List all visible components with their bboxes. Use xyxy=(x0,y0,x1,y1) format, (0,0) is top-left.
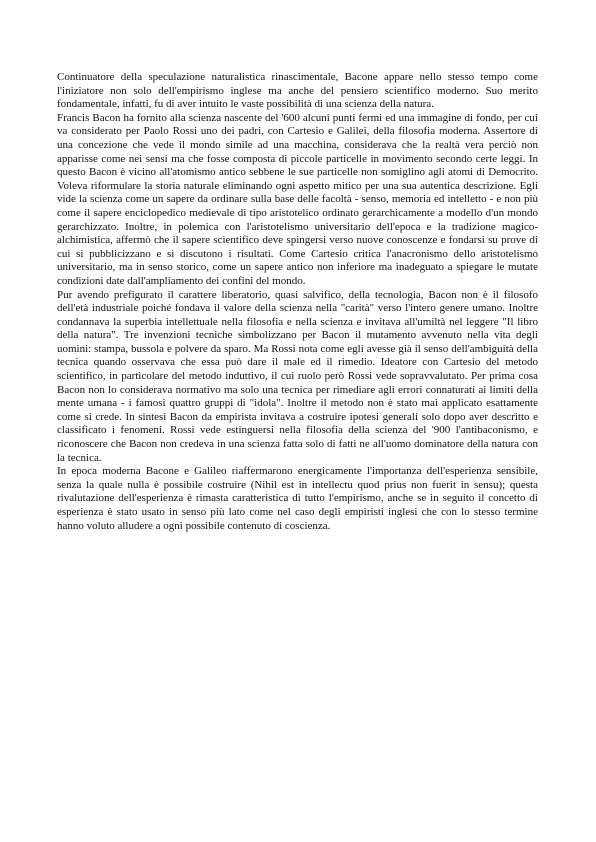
paragraph-experience: In epoca moderna Bacone e Galileo riaffermarono energicamente l'importanza dell'esperienza sensibile, senza la quale nulla è possibile costruire (Nihil est in intellectu quod prius non fuerit in sensu); questa rivalutazione dell'esperienza è rimasta caratteristica di tutto l'empirismo, anche se in seguito il concetto di esperienza è stato usato in senso più lato come nel caso degli empiristi inglesi che con lo stesso termine hanno voluto alludere a ogni possibile contenuto di coscienza. xyxy=(57,465,538,532)
paragraph-intro: Continuatore della speculazione naturalistica rinascimentale, Bacone appare nello stesso tempo come l'iniziatore non solo dell'empirismo inglese ma anche del pensiero scientifico moderno. Suo merito fondamentale, infatti, fu di aver intuito le vaste possibilità di una scienza della natura. xyxy=(57,71,538,111)
paragraph-technology-method: Pur avendo prefigurato il carattere liberatorio, quasi salvifico, della tecnologia, Bacon non è il filosofo dell'età industriale poiché fondava il valore della scienza nella "carità" verso l'intero genere umano. Inoltre condannava la superbia intellettuale nella filosofia e nella scienza e invitava all'umiltà nel leggere "Il libro della natura". Tre invenzioni tecniche simbolizzano per Bacon il mutamento avvenuto nella vita degli uomini: stampa, bussola e polvere da sparo. Ma Rossi nota come egli avesse già il senso dell'ambiguità della tecnica quando osservava che essa può dare il male ed il rimedio. Ideatore con Cartesio del metodo scientifico, in particolare del metodo induttivo, il cui ruolo però Rossi vede sopravvalutato. Per prima cosa Bacon non lo considerava normativo ma solo una tecnica per rimediare agli errori connaturati ai limiti della mente umana - i famosi quattro gruppi di "idola". Inoltre il metodo non è stato mai applicato esattamente come si crede. In sintesi Bacon da empirista invitava a costruire ipotesi generali solo dopo aver descritto e classificato i fenomeni. Rossi vede estinguersi nella filosofia della scienza del '900 l'antibaconismo, e riconoscere che Bacon non credeva in una scienza fatta solo di fatti ne all'uomo dominatore della natura con la tecnica. xyxy=(57,288,538,464)
document-body xyxy=(57,71,538,533)
paragraph-bacon-science: Francis Bacon ha fornito alla scienza nascente del '600 alcuni punti fermi ed una immagine di fondo, per cui va considerato per Paolo Rossi uno dei padri, con Cartesio e Galilei, della filosofia moderna. Assertore di una concezione che vede il mondo simile ad una macchina, considerava che la realtà vera perciò non apparisse come nei sensi ma che fosse composta di piccole particelle in movimento secondo certe leggi. In questo Bacon è vicino all'atomismo antico sebbene le sue particelle non somiglino agli atomi di Democrito. Voleva riformulare la storia naturale eliminando ogni aspetto mitico per una sua autentica descrizione. Egli vide la scienza come un sapere da ordinare sulla base delle facoltà - senso, memoria ed intelletto - e non più come il sapere enciclopedico medievale di tipo aristotelico ordinato gerarchicamente a modello d'un mondo gerarchizzato. Inoltre, in polemica con l'aristotelismo universitario dell'epoca e la tradizione magico-alchimistica, affermò che il sapere scientifico deve spingersi verso nuove conoscenze e fondarsi su prove di cui si pubblicizzano e si discutono i risultati. Come Cartesio critica l'anacronismo dello aristotelismo universitario, ma in senso storico, come un sapere antico non inferiore ma inadeguato a spiegare le mutate condizioni date dall'ampliamento dei confini del mondo. xyxy=(57,111,538,287)
